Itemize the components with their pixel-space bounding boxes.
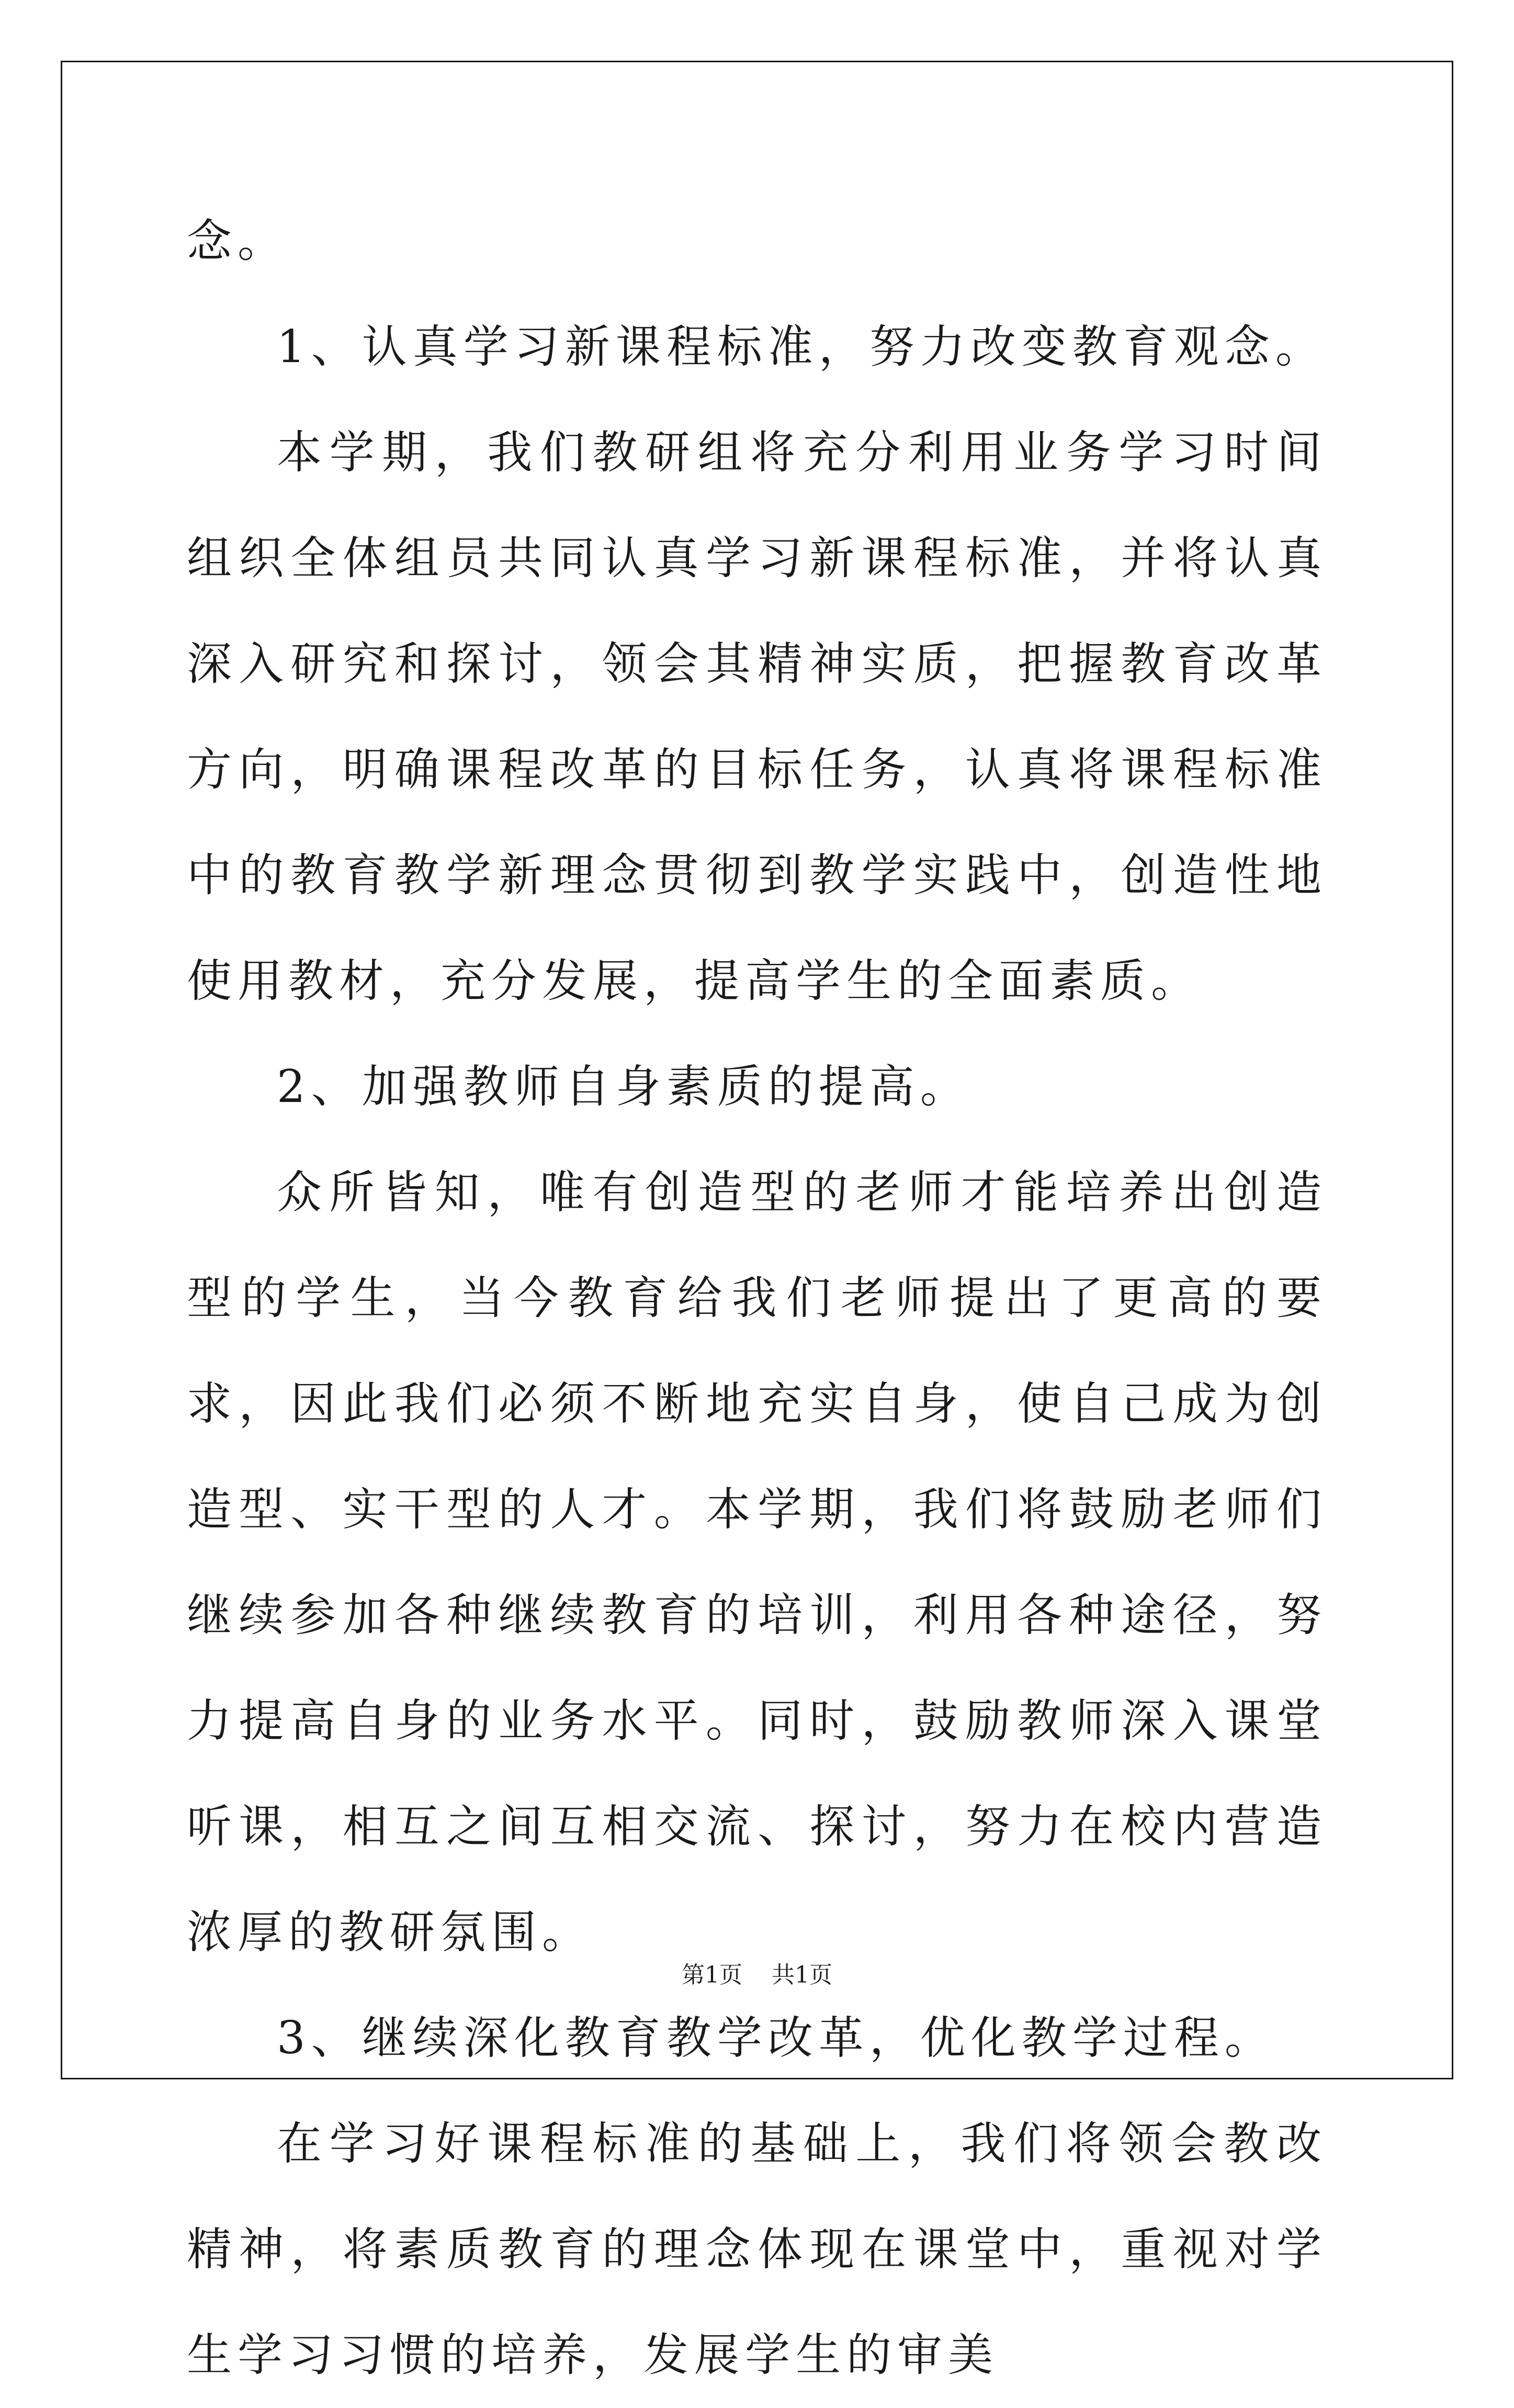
paragraph-section-2: 众所皆知，唯有创造型的老师才能培养出创造型的学生，当今教育给我们老师提出了更高的要求，因此我们必须不断地充实自身，使自己成为创造型、实干型的人才。本学期，我们将鼓励老师们继续参加各种继续教育的培训，利用各种途径，努力提高自身的业务水平。同时，鼓励教师深入课堂听课，相互之间互相交流、探讨，努力在校内营造浓厚的教研氛围。 [187, 1166, 1327, 1959]
paragraph-section-1: 本学期，我们教研组将充分利用业务学习时间组织全体组员共同认真学习新课程标准，并将认真深入研究和探讨，领会其精神实质，把握教育改革方向，明确课程改革的目标任务，认真将课程标准中的教育教学新理念贯彻到教学实践中，创造性地使用教材，充分发展，提高学生的全面素质。 [187, 426, 1327, 1007]
page-footer [0, 1956, 1514, 1989]
page-number-total: 共1页 [772, 1962, 832, 1988]
paragraph-continuation: 念。 [187, 215, 288, 267]
section-heading-2: 2、加强教师自身素质的提高。 [277, 1061, 971, 1113]
page-number-current: 第1页 [682, 1962, 742, 1988]
paragraph-section-3: 在学习好课程标准的基础上，我们将领会教改精神，将素质教育的理念体现在课堂中，重视对学生学习习惯的培养，发展学生的审美 [187, 2118, 1327, 2381]
section-heading-1: 1、认真学习新课程标准，努力改变教育观念。 [277, 321, 1326, 373]
document-body [187, 188, 1327, 2408]
section-heading-3: 3、继续深化教育教学改革，优化教学过程。 [277, 2012, 1275, 2064]
